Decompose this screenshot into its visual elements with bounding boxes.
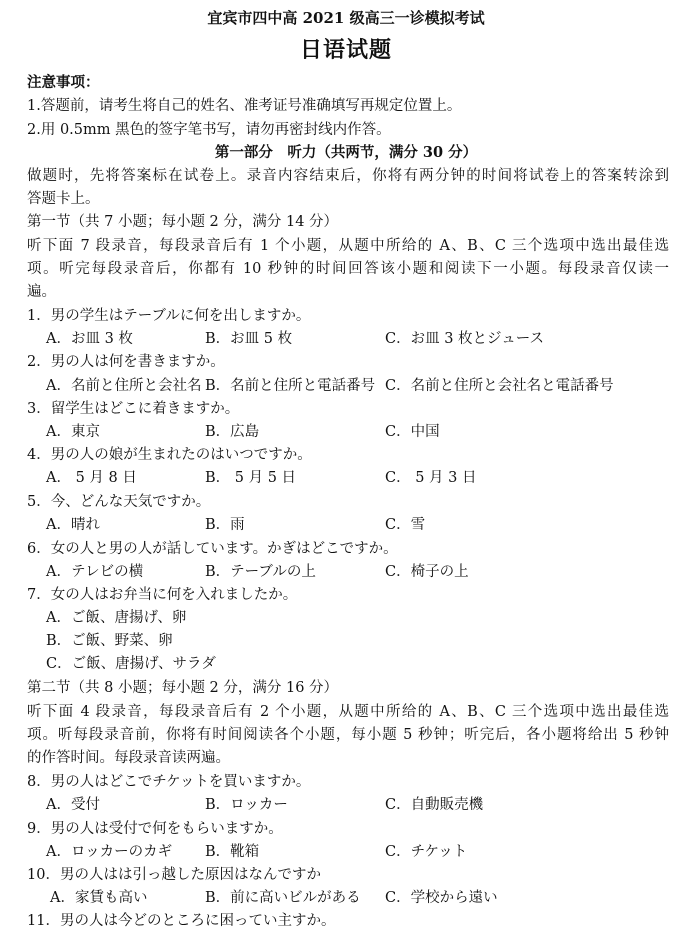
option-c: C．ご飯、唐揚げ、サラダ bbox=[46, 656, 216, 672]
question-text: 1．男の学生はテーブルに何を出しますか。 bbox=[27, 308, 311, 324]
notes-heading: 注意事项： bbox=[27, 74, 100, 91]
option-a: A．ご飯、唐揚げ、卵 bbox=[46, 610, 187, 626]
option-b: B．靴箱 bbox=[205, 844, 260, 860]
option-b: B．ご飯、野菜、卵 bbox=[46, 633, 173, 649]
option-b: B．雨 bbox=[205, 517, 245, 533]
part1-intro-line: 答题卡上。 bbox=[27, 191, 100, 207]
section2-heading: 第二节（共 8 小题；每小题 2 分，满分 16 分） bbox=[27, 680, 339, 696]
option-c: C．椅子の上 bbox=[385, 564, 469, 580]
option-a: A．テレビの横 bbox=[46, 564, 144, 580]
section2-instruction-line: 听下面 4 段录音，每段录音后有 2 个小题，从题中所给的 A、B、C 三个选项中选出最佳选 bbox=[27, 704, 669, 720]
section1-instruction-line: 听下面 7 段录音，每段录音后有 1 个小题，从题中所给的 A、B、C 三个选项中选出最佳选 bbox=[27, 238, 669, 254]
option-a: A．名前と住所と会社名 bbox=[46, 378, 202, 394]
option-a: A．受付 bbox=[46, 797, 100, 813]
question-text: 3．留学生はどこに着きますか。 bbox=[27, 401, 240, 417]
subject-title: 日语试题 bbox=[299, 37, 392, 63]
option-a: A．東京 bbox=[46, 424, 100, 440]
question-text: 11．男の人は今どのところに困ってい主すか。 bbox=[27, 913, 336, 929]
question-text: 8．男の人はどこでチケットを買いますか。 bbox=[27, 774, 311, 790]
section2-instruction-line: 项。听每段录音前，你将有时间阅读各个小题，每小题 5 秒钟；听完后，各小题将给出 5 秒钟 bbox=[27, 727, 669, 743]
option-c: C．名前と住所と会社名と電話番号 bbox=[385, 378, 614, 394]
part1-heading: 第一部分 听力（共两节，满分 30 分） bbox=[214, 144, 478, 161]
option-c: C． 5 月 3 日 bbox=[385, 470, 477, 486]
question-text: 7．女の人はお弁当に何を入れましたか。 bbox=[27, 587, 298, 603]
option-b: B．テーブルの上 bbox=[205, 564, 316, 580]
option-b: B．ロッカー bbox=[205, 797, 288, 813]
question-text: 6．女の人と男の人が話しています。かぎはどこですか。 bbox=[27, 541, 398, 557]
option-c: C．チケット bbox=[385, 844, 468, 860]
question-text: 2．男の人は何を書きますか。 bbox=[27, 354, 225, 370]
option-b: B．お皿 5 枚 bbox=[205, 331, 293, 347]
option-b: B．名前と住所と電話番号 bbox=[205, 378, 376, 394]
section1-instruction-line: 项。听完每段录音后，你都有 10 秒钟的时间回答该小题和阅读下一小题。每段录音仅读一 bbox=[27, 261, 669, 277]
option-c: C．雪 bbox=[385, 517, 426, 533]
section1-heading: 第一节（共 7 小题；每小题 2 分，满分 14 分） bbox=[27, 214, 339, 230]
option-b: B．前に高いビルがある bbox=[205, 890, 361, 906]
part1-intro-line: 做题时，先将答案标在试卷上。录音内容结束后，你将有两分钟的时间将试卷上的答案转涂到 bbox=[27, 168, 669, 184]
exam-title: 宜宾市四中高 2021 级高三一诊模拟考试 bbox=[207, 9, 485, 27]
option-a: A．ロッカーのカギ bbox=[46, 844, 173, 860]
option-c: C．学校から遠い bbox=[385, 890, 498, 906]
option-c: C．お皿 3 枚とジュース bbox=[385, 331, 545, 347]
note-item: 1.答题前，请考生将自己的姓名、准考证号准确填写再规定位置上。 bbox=[27, 98, 462, 114]
section2-instruction-line: 的作答时间。每段录音读两遍。 bbox=[27, 750, 230, 766]
option-a: A． 5 月 8 日 bbox=[46, 470, 137, 486]
option-c: C．自動販売機 bbox=[385, 797, 484, 813]
option-a: A．家賃も高い bbox=[50, 890, 148, 906]
option-a: A．お皿 3 枚 bbox=[46, 331, 133, 347]
question-text: 4．男の人の娘が生まれたのはいつですか。 bbox=[27, 447, 312, 463]
question-text: 9．男の人は受付で何をもらいますか。 bbox=[27, 821, 283, 837]
option-c: C．中国 bbox=[385, 424, 440, 440]
note-item: 2.用 0.5mm 黑色的签字笔书写，请勿再密封线内作答。 bbox=[27, 122, 391, 138]
option-a: A．晴れ bbox=[46, 517, 100, 533]
question-text: 10．男の人はは引っ越した原因はなんですか bbox=[27, 867, 321, 883]
section1-instruction-line: 遍。 bbox=[27, 284, 56, 300]
option-b: B． 5 月 5 日 bbox=[205, 470, 297, 486]
option-b: B．広島 bbox=[205, 424, 260, 440]
question-text: 5．今、どんな天気ですか。 bbox=[27, 494, 211, 510]
